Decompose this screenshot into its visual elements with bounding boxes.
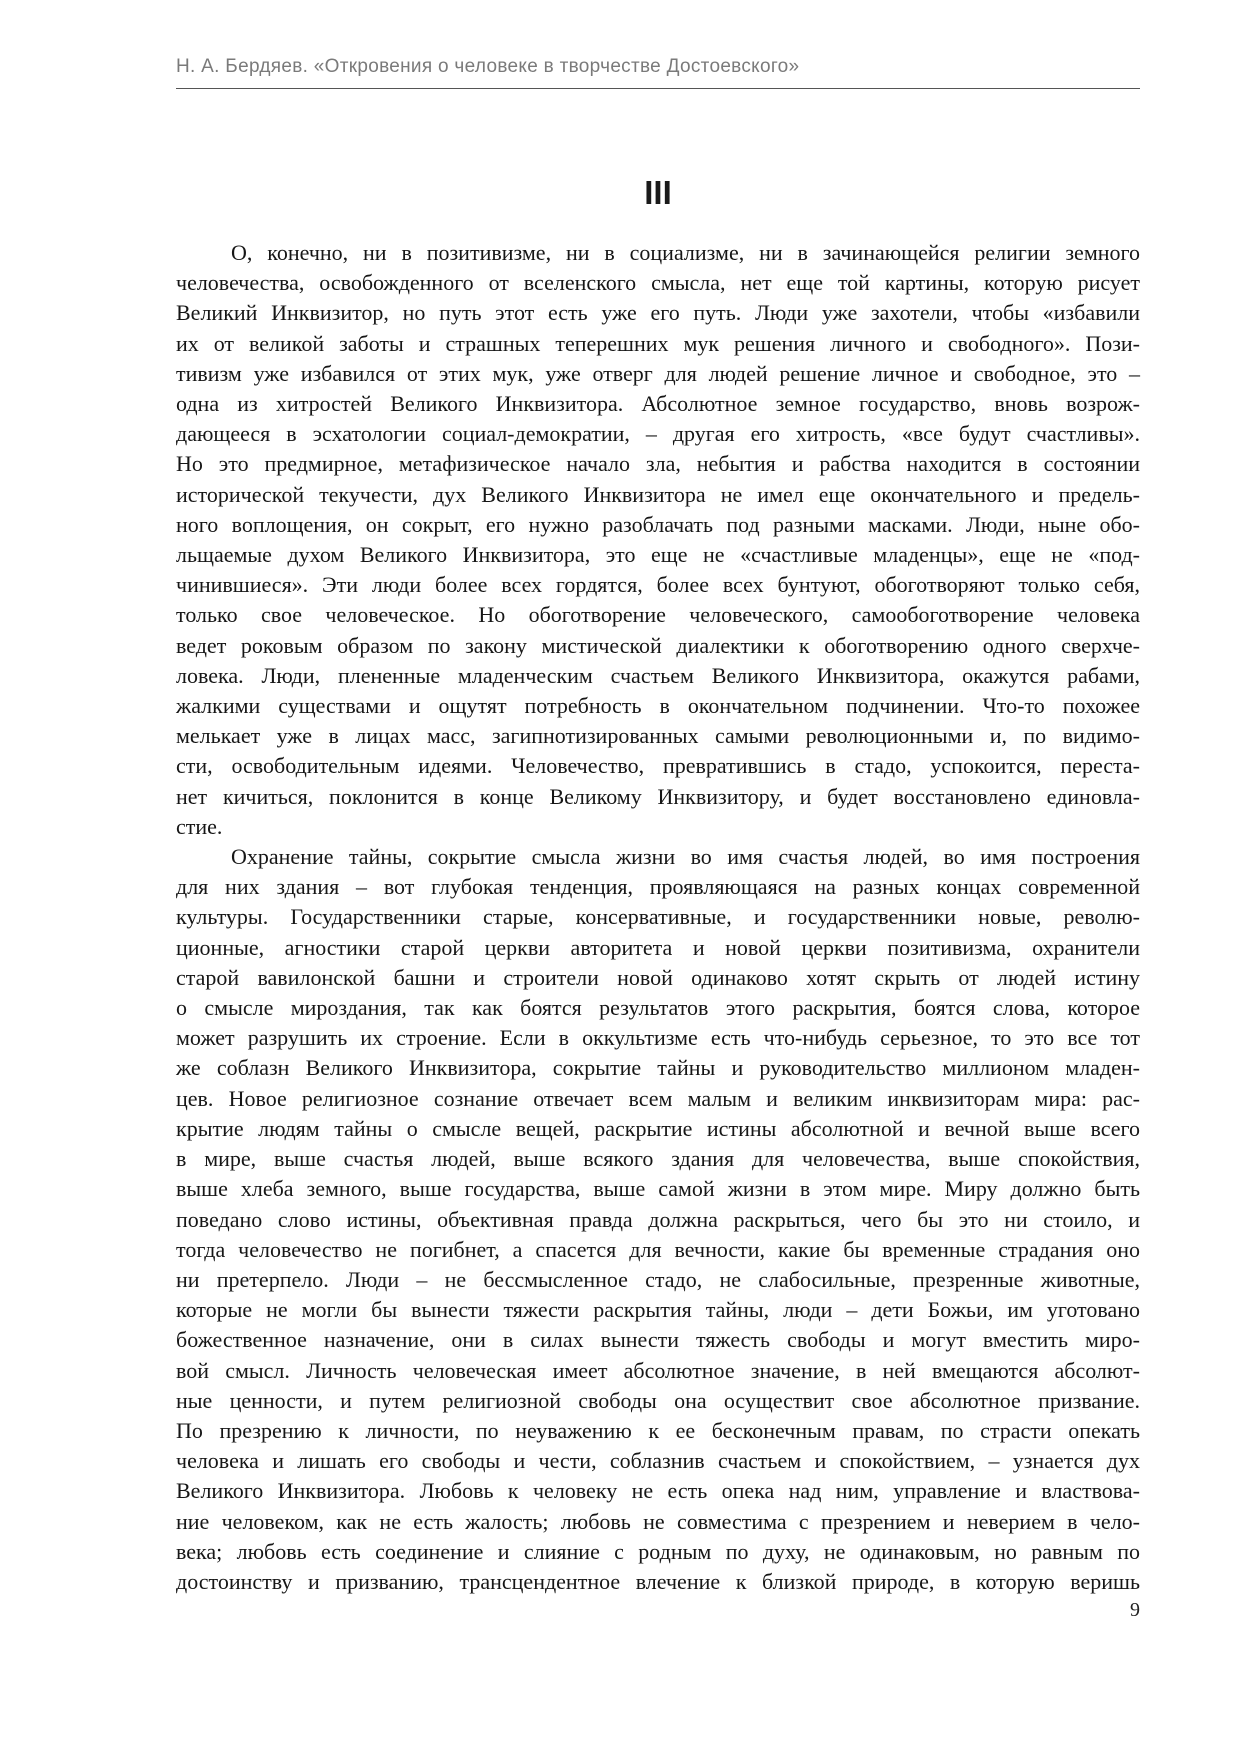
text-line: сти, освободительным идеями. Человечество, превратившись в стадо, успокоится, переста- [176,753,1140,779]
page-number: 9 [1130,1599,1140,1621]
text-line: цев. Новое религиозное сознание отвечает всем малым и великим инквизиторам мира: рас- [176,1085,1140,1111]
text-line: ционные, агностики старой церкви авторитета и новой церкви позитивизма, охранители [176,934,1140,960]
text-line: нет кичиться, поклонится в конце Великому Инквизитору, и будет восстановлено единовла- [176,783,1140,809]
text-line: дающееся в эсхатологии социал-демократии, – другая его хитрость, «все будут счастливы». [176,421,1140,447]
text-line: достоинству и призванию, трансцендентное влечение к близкой природе, в которую веришь [176,1568,1140,1594]
text-line: вой смысл. Личность человеческая имеет абсолютное значение, в ней вмещаются абсолют- [176,1357,1140,1383]
text-line: божественное назначение, они в силах вынести тяжесть свободы и могут вместить миро- [176,1327,1140,1353]
paragraph [176,842,1140,1597]
text-line: Но это предмирное, метафизическое начало зла, небытия и рабства находится в состоянии [176,451,1140,477]
text-line: о смысле мироздания, так как боятся результатов этого раскрытия, боятся слова, которое [176,995,1140,1021]
text-line: ни претерпело. Люди – не бессмысленное стадо, не слабосильные, презренные животные, [176,1266,1140,1292]
text-line: Великий Инквизитор, но путь этот есть уже его путь. Люди уже захотели, чтобы «избавили [176,300,1140,326]
text-line: ного воплощения, он сокрыт, его нужно разоблачать под разными масками. Люди, ныне обо- [176,511,1140,537]
text-line: человечества, освобожденного от вселенского смысла, нет еще той картины, которую рисует [176,270,1140,296]
text-line: О, конечно, ни в позитивизме, ни в социализме, ни в зачинающейся религии земного [231,240,1140,265]
running-header: Н. А. Бердяев. «Откровения о человеке в творчестве Достоевского» [176,56,800,77]
text-line: может разрушить их строение. Если в оккультизме есть что-нибудь серьезное, то это все тот [176,1025,1140,1051]
text-line: ние человеком, как не есть жалость; любовь не совместима с презрением и неверием в чело- [176,1508,1140,1534]
header-rule [176,88,1140,89]
text-line: Великого Инквизитора. Любовь к человеку не есть опека над ним, управление и властвова- [176,1478,1140,1504]
text-line: века; любовь есть соединение и слияние с родным по духу, не одинаковым, но равным по [176,1538,1140,1564]
text-line: только свое человеческое. Но обоготворение человеческого, самообоготворение человека [176,602,1140,628]
text-line: ные ценности, и путем религиозной свободы она осуществит свое абсолютное призвание. [176,1387,1140,1413]
text-line: поведано слово истины, объективная правда должна раскрыться, чего бы это ни стоило, и [176,1206,1140,1232]
text-line: тивизм уже избавился от этих мук, уже отверг для людей решение личное и свободное, это – [176,360,1140,386]
text-line: которые не могли бы вынести тяжести раскрытия тайны, люди – дети Божьи, им уготовано [176,1297,1140,1323]
text-line: ведет роковым образом по закону мистической диалектики к обоготворению одного сверхче- [176,632,1140,658]
text-line: человека и лишать его свободы и чести, соблазнив счастьем и спокойствием, – узнается дух [176,1448,1140,1474]
text-line: в мире, выше счастья людей, выше всякого здания для человечества, выше спокойствия, [176,1146,1140,1172]
text-line: жалкими существами и ощутят потребность в окончательном подчинении. Что-то похожее [176,693,1140,719]
text-line: ловека. Люди, плененные младенческим счастьем Великого Инквизитора, окажутся рабами, [176,662,1140,688]
text-line: же соблазн Великого Инквизитора, сокрытие тайны и руководительство миллионом младен- [176,1055,1140,1081]
text-line: мелькает уже в лицах масс, загипнотизированных самыми революционными и, по видимо- [176,723,1140,749]
text-line: льщаемые духом Великого Инквизитора, это еще не «счастливые младенцы», еще не «под- [176,542,1140,568]
text-line: их от великой заботы и страшных теперешних мук решения личного и свободного». Пози- [176,330,1140,356]
text-line: крытие людям тайны о смысле вещей, раскрытие истины абсолютной и вечной выше всего [176,1115,1140,1141]
text-line: чинившиеся». Эти люди более всех гордятся, более всех бунтуют, обоготворяют только себя, [176,572,1140,598]
paragraph [176,238,1140,842]
text-line: стие. [176,813,223,839]
text-line: культуры. Государственники старые, консервативные, и государственники новые, револю- [176,904,1140,930]
text-line: старой вавилонской башни и строители новой одинаково хотят скрыть от людей истину [176,964,1140,990]
text-line: для них здания – вот глубокая тенденция, проявляющаяся на разных концах современной [176,874,1140,900]
text-line: Охранение тайны, сокрытие смысла жизни во имя счастья людей, во имя построения [231,844,1140,870]
chapter-number: III [644,174,672,211]
text-line: По презрению к личности, по неуважению к ее бесконечным правам, по страсти опекать [176,1417,1140,1443]
body-text [176,238,1140,1597]
text-line: тогда человечество не погибнет, а спасется для вечности, какие бы временные страдания оно [176,1236,1140,1262]
text-line: исторической текучести, дух Великого Инквизитора не имел еще окончательного и предель- [176,481,1140,507]
text-line: выше хлеба земного, выше государства, выше самой жизни в этом мире. Миру должно быть [176,1176,1140,1202]
text-line: одна из хитростей Великого Инквизитора. Абсолютное земное государство, вновь возрож- [176,391,1140,417]
